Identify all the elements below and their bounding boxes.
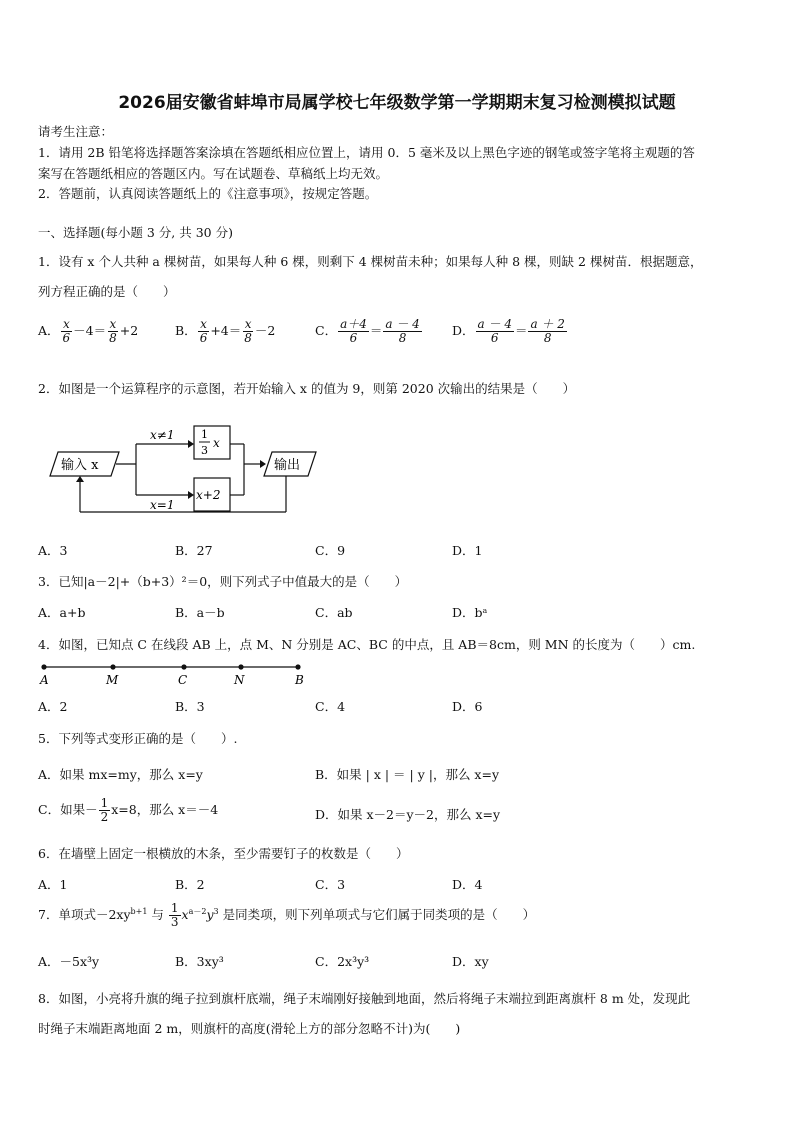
q5-option-d: D．如果 x－2＝y－2，那么 x=y [315,807,501,822]
q3-option-c: C．ab [315,605,353,620]
point-label-a: A [40,673,49,687]
input-label: 输入 x [61,458,99,473]
q7-option-a: A．－5x³y [38,954,100,969]
q3-option-b: B．a－b [175,605,225,620]
point-n [238,664,243,669]
q1-option-a: A． $\frac{x}{6}$ －4＝ $\frac{x}{8}$ +2 [38,317,139,345]
q4-option-a: A．2 [38,699,68,714]
q4-option-d: D．6 [452,699,483,714]
q7-option-c: C．2x³y³ [315,954,370,969]
q1-stem: 1．设有 x 个人共种 a 棵树苗，如果每人种 6 棵，则剩下 4 棵树苗未种；如果每人种 8 棵，则缺 2 棵树苗．根据题意， [38,254,703,269]
q8-stem-cont: 时绳子末端距离地面 2 m，则旗杆的高度(滑轮上方的部分忽略不计)为( ) [38,1021,461,1036]
q6-option-b: B．2 [175,877,205,892]
q6-option-d: D．4 [452,877,483,892]
point-label-n: N [234,673,245,687]
q1-stem-cont: 列方程正确的是（ ） [38,284,176,299]
q2-option-a: A．3 [38,543,68,558]
q1-option-d: D． $\frac{a - 4}{6}$ ＝ $\frac{a + 2}{8}$ [452,317,565,345]
q7-option-d: D．xy [452,954,489,969]
point-label-c: C [178,673,188,687]
point-label-m: M [106,673,119,687]
q4-stem: 4．如图，已知点 C 在线段 AB 上，点 M、N 分别是 AC、BC 的中点，且 AB＝8cm，则 MN 的长度为（ ）cm. [38,637,696,652]
box2-label: x+2 [196,488,221,502]
condition-one: x=1 [150,498,175,512]
q6-option-c: C．3 [315,877,346,892]
q5-option-b: B．如果 | x | ＝ | y |，那么 x=y [315,767,500,782]
notice-heading: 请考生注意： [38,124,114,139]
q5-option-a: A．如果 mx=my，那么 x=y [38,767,203,782]
q1-option-c: C． $\frac{a+4}{6}$ ＝ $\frac{a - 4}{8}$ [315,317,420,345]
q2-option-b: B．27 [175,543,213,558]
point-a [41,664,46,669]
q6-stem: 6．在墙壁上固定一根横放的木条，至少需要钉子的枚数是（ ） [38,846,409,861]
point-label-b: B [295,673,304,687]
point-b [295,664,300,669]
box1-denominator: 3 [201,444,208,457]
q2-option-d: D．1 [452,543,483,558]
q7-stem: 7．单项式$-2xy^{b+1}$ 与 $\frac{1}{3}$ $x^{a-2}y^3$ 是同类项，则下列单项式与它们属于同类项的是（ ） [38,901,536,929]
notice-item-1-cont: 案写在答题纸相应的答题区内。写在试题卷、草稿纸上均无效。 [38,166,389,181]
q2-option-c: C．9 [315,543,346,558]
page-title: 2026届安徽省蚌埠市局属学校七年级数学第一学期期末复习检测模拟试题 [118,93,676,113]
box1-numerator: 1 [201,428,208,441]
output-label: 输出 [274,458,301,473]
q3-option-a: A．a+b [38,605,86,620]
q7-option-b: B．3xy³ [175,954,224,969]
q3-stem: 3．已知|a－2|+（b+3）²＝0，则下列式子中值最大的是（ ） [38,574,408,589]
q5-option-c: C．如果－ $\frac{1}{2}$ x=8，那么 x＝－4 [38,796,219,824]
condition-not-one: x≠1 [150,428,175,442]
q2-stem: 2．如图是一个运算程序的示意图，若开始输入 x 的值为 9，则第 2020 次输出的结果是（ ） [38,381,576,396]
box1-variable: x [213,436,220,450]
q4-option-b: B．3 [175,699,205,714]
section-heading: 一、选择题(每小题 3 分, 共 30 分) [38,225,233,240]
segment-diagram [36,660,316,688]
notice-item-1: 1．请用 2B 铅笔将选择题答案涂填在答题纸相应位置上，请用 0．5 毫米及以上黑色字迹的钢笔或签字笔将主观题的答 [38,145,695,160]
q1-option-b: B． $\frac{x}{6}$ +4＝ $\frac{x}{8}$ －2 [175,317,276,345]
program-flow-diagram [44,418,334,520]
q3-option-d: D．bᵃ [452,605,488,620]
notice-item-2: 2．答题前，认真阅读答题纸上的《注意事项》，按规定答题。 [38,186,378,201]
q8-stem: 8．如图，小亮将升旗的绳子拉到旗杆底端，绳子末端刚好接触到地面，然后将绳子末端拉到距离旗杆 8 m 处，发现此 [38,991,691,1006]
q4-option-c: C．4 [315,699,346,714]
q6-option-a: A．1 [38,877,68,892]
point-c [181,664,186,669]
q5-stem: 5．下列等式变形正确的是（ ）. [38,731,238,746]
point-m [110,664,115,669]
